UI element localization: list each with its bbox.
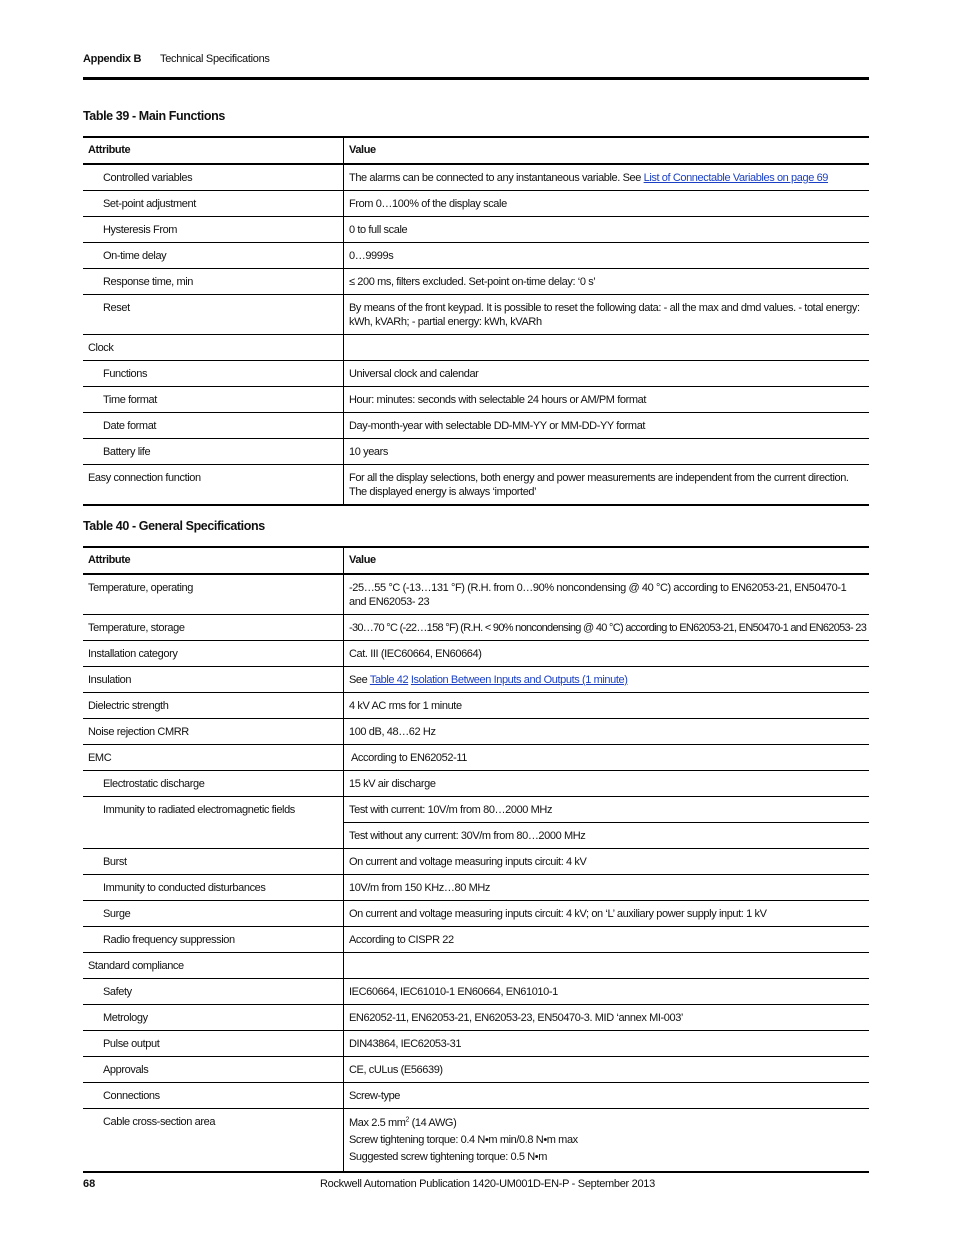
attr-cell: On-time delay bbox=[83, 243, 344, 269]
value-cell: Hour: minutes: seconds with selectable 24 hours or AM/PM format bbox=[344, 387, 870, 413]
table-row bbox=[83, 361, 869, 387]
attr-cell: Temperature, storage bbox=[83, 615, 344, 641]
value-cell: On current and voltage measuring inputs circuit: 4 kV bbox=[344, 849, 870, 875]
value-cell: Screw-type bbox=[344, 1083, 870, 1109]
attr-cell: Dielectric strength bbox=[83, 693, 344, 719]
attr-cell: Noise rejection CMRR bbox=[83, 719, 344, 745]
value-cell: For all the display selections, both energy and power measurements are independent from the current direction. The displayed energy is always ‘imported’ bbox=[344, 465, 870, 506]
attr-cell: Pulse output bbox=[83, 1031, 344, 1057]
table-row bbox=[83, 745, 869, 771]
attr-cell: Electrostatic discharge bbox=[83, 771, 344, 797]
table-row bbox=[83, 979, 869, 1005]
table-row bbox=[83, 295, 869, 335]
value-cell bbox=[344, 953, 870, 979]
value-cell: On current and voltage measuring inputs circuit: 4 kV; on ‘L’ auxiliary power supply input: 1 kV bbox=[344, 901, 870, 927]
value-cell: Test with current: 10V/m from 80…2000 MHz bbox=[344, 797, 870, 823]
value-cell: According to CISPR 22 bbox=[344, 927, 870, 953]
attr-cell: Response time, min bbox=[83, 269, 344, 295]
table-row bbox=[83, 667, 869, 693]
attr-cell: Hysteresis From bbox=[83, 217, 344, 243]
table-row bbox=[83, 1031, 869, 1057]
table39-main-functions bbox=[83, 136, 869, 506]
table-row bbox=[83, 413, 869, 439]
table-row bbox=[83, 901, 869, 927]
value-cell: By means of the front keypad. It is possible to reset the following data: - all the max and dmd values. - total energy: kWh, kVARh; - partial energy: kWh, kVARh bbox=[344, 295, 870, 335]
table-row bbox=[83, 164, 869, 191]
value-text: (14 AWG) bbox=[409, 1117, 457, 1129]
value-cell: 0 to full scale bbox=[344, 217, 870, 243]
isolation-link[interactable]: Isolation Between Inputs and Outputs (1 minute) bbox=[410, 674, 628, 686]
page-number: 68 bbox=[83, 1178, 96, 1190]
table-row bbox=[83, 243, 869, 269]
value-line: Suggested screw tightening torque: 0.5 N•m bbox=[349, 1151, 548, 1163]
value-cell: 10 years bbox=[344, 439, 870, 465]
value-cell: According to EN62052-11 bbox=[344, 745, 870, 771]
table-row bbox=[83, 439, 869, 465]
attr-cell: Safety bbox=[83, 979, 344, 1005]
attr-cell: Burst bbox=[83, 849, 344, 875]
attr-cell: Set-point adjustment bbox=[83, 191, 344, 217]
table-row bbox=[83, 875, 869, 901]
value-cell: Universal clock and calendar bbox=[344, 361, 870, 387]
table-row bbox=[83, 615, 869, 641]
value-cell: From 0…100% of the display scale bbox=[344, 191, 870, 217]
value-cell: 10V/m from 150 KHz…80 MHz bbox=[344, 875, 870, 901]
value-text: The alarms can be connected to any instantaneous variable. See bbox=[349, 172, 644, 184]
attr-cell: Radio frequency suppression bbox=[83, 927, 344, 953]
attr-cell: Approvals bbox=[83, 1057, 344, 1083]
attr-cell: Connections bbox=[83, 1083, 344, 1109]
attr-cell: Date format bbox=[83, 413, 344, 439]
col-value: Value bbox=[344, 547, 870, 574]
attr-cell: Immunity to conducted disturbances bbox=[83, 875, 344, 901]
attr-cell: Insulation bbox=[83, 667, 344, 693]
value-cell: EN62052-11, EN62053-21, EN62053-23, EN50470-3. MID ‘annex MI-003’ bbox=[344, 1005, 870, 1031]
table-row bbox=[83, 191, 869, 217]
col-value: Value bbox=[344, 137, 870, 164]
connectable-variables-link[interactable]: List of Connectable Variables on page 69 bbox=[643, 172, 829, 184]
table-row bbox=[83, 719, 869, 745]
value-cell: DIN43864, IEC62053-31 bbox=[344, 1031, 870, 1057]
value-cell: Test without any current: 30V/m from 80…2000 MHz bbox=[344, 823, 870, 849]
attr-cell: Functions bbox=[83, 361, 344, 387]
value-line: Screw tightening torque: 0.4 N•m min/0.8 N•m max bbox=[349, 1134, 578, 1146]
table-row bbox=[83, 953, 869, 979]
value-text: See bbox=[349, 674, 370, 686]
superscript: 2 bbox=[405, 1116, 410, 1124]
publication-info: Rockwell Automation Publication 1420-UM001D-EN-P - September 2013 bbox=[320, 1178, 655, 1190]
attr-cell: Metrology bbox=[83, 1005, 344, 1031]
value-cell: IEC60664, IEC61010-1 EN60664, EN61010-1 bbox=[344, 979, 870, 1005]
table-row bbox=[83, 797, 869, 823]
table-row bbox=[83, 849, 869, 875]
value-cell bbox=[344, 667, 870, 693]
value-cell: 15 kV air discharge bbox=[344, 771, 870, 797]
value-line bbox=[349, 1115, 864, 1132]
table-row bbox=[83, 641, 869, 667]
table-row bbox=[83, 823, 869, 849]
section-title: Technical Specifications bbox=[160, 53, 270, 65]
table39-caption: Table 39 - Main Functions bbox=[83, 109, 225, 123]
attr-cell: Immunity to radiated electromagnetic fields bbox=[83, 797, 344, 823]
attr-cell: Surge bbox=[83, 901, 344, 927]
value-cell: ≤ 200 ms, filters excluded. Set-point on-time delay: ‘0 s’ bbox=[344, 269, 870, 295]
value-cell: 100 dB, 48…62 Hz bbox=[344, 719, 870, 745]
attr-cell: Installation category bbox=[83, 641, 344, 667]
attr-cell: Cable cross-section area bbox=[83, 1109, 344, 1173]
table-row bbox=[83, 335, 869, 361]
table-row bbox=[83, 217, 869, 243]
table-row bbox=[83, 771, 869, 797]
table-row bbox=[83, 927, 869, 953]
attr-cell: Time format bbox=[83, 387, 344, 413]
attr-cell: EMC bbox=[83, 745, 344, 771]
value-cell bbox=[344, 335, 870, 361]
value-cell: 0…9999s bbox=[344, 243, 870, 269]
col-attribute: Attribute bbox=[83, 547, 344, 574]
attr-cell: Controlled variables bbox=[83, 164, 344, 191]
attr-cell: Reset bbox=[83, 295, 344, 335]
value-cell bbox=[344, 164, 870, 191]
appendix-label: Appendix B bbox=[83, 53, 142, 65]
table40-general-specifications bbox=[83, 546, 869, 1173]
value-cell: Day-month-year with selectable DD-MM-YY or MM-DD-YY format bbox=[344, 413, 870, 439]
value-cell: CE, cULus (E56639) bbox=[344, 1057, 870, 1083]
page-header bbox=[83, 53, 869, 80]
table-row bbox=[83, 269, 869, 295]
table-row bbox=[83, 465, 869, 506]
attr-cell-empty bbox=[83, 823, 344, 849]
attr-cell: Clock bbox=[83, 335, 344, 361]
table-header-row bbox=[83, 137, 869, 164]
value-cell bbox=[344, 1109, 870, 1173]
table-header-row bbox=[83, 547, 869, 574]
table-row bbox=[83, 387, 869, 413]
attr-cell: Battery life bbox=[83, 439, 344, 465]
col-attribute: Attribute bbox=[83, 137, 344, 164]
table-row bbox=[83, 693, 869, 719]
table-row bbox=[83, 1083, 869, 1109]
table40-caption: Table 40 - General Specifications bbox=[83, 519, 265, 533]
value-cell: 4 kV AC rms for 1 minute bbox=[344, 693, 870, 719]
value-cell: Cat. III (IEC60664, EN60664) bbox=[344, 641, 870, 667]
value-text: Max 2.5 mm bbox=[349, 1117, 406, 1129]
table-row bbox=[83, 1057, 869, 1083]
attr-cell: Standard compliance bbox=[83, 953, 344, 979]
table-row bbox=[83, 1109, 869, 1173]
table-row bbox=[83, 574, 869, 615]
attr-cell: Temperature, operating bbox=[83, 574, 344, 615]
attr-cell: Easy connection function bbox=[83, 465, 344, 506]
value-cell: -25…55 °C (-13…131 °F) (R.H. from 0…90% noncondensing @ 40 °C) according to EN62053-21, EN50470-1 and EN62053- 23 bbox=[344, 574, 870, 615]
table-row bbox=[83, 1005, 869, 1031]
value-cell: -30…70 °C (-22…158 °F) (R.H. < 90% noncondensing @ 40 °C) according to EN62053-21, EN50470-1 and EN62053- 23 bbox=[344, 615, 870, 641]
table42-link[interactable]: Table 42 bbox=[369, 674, 409, 686]
